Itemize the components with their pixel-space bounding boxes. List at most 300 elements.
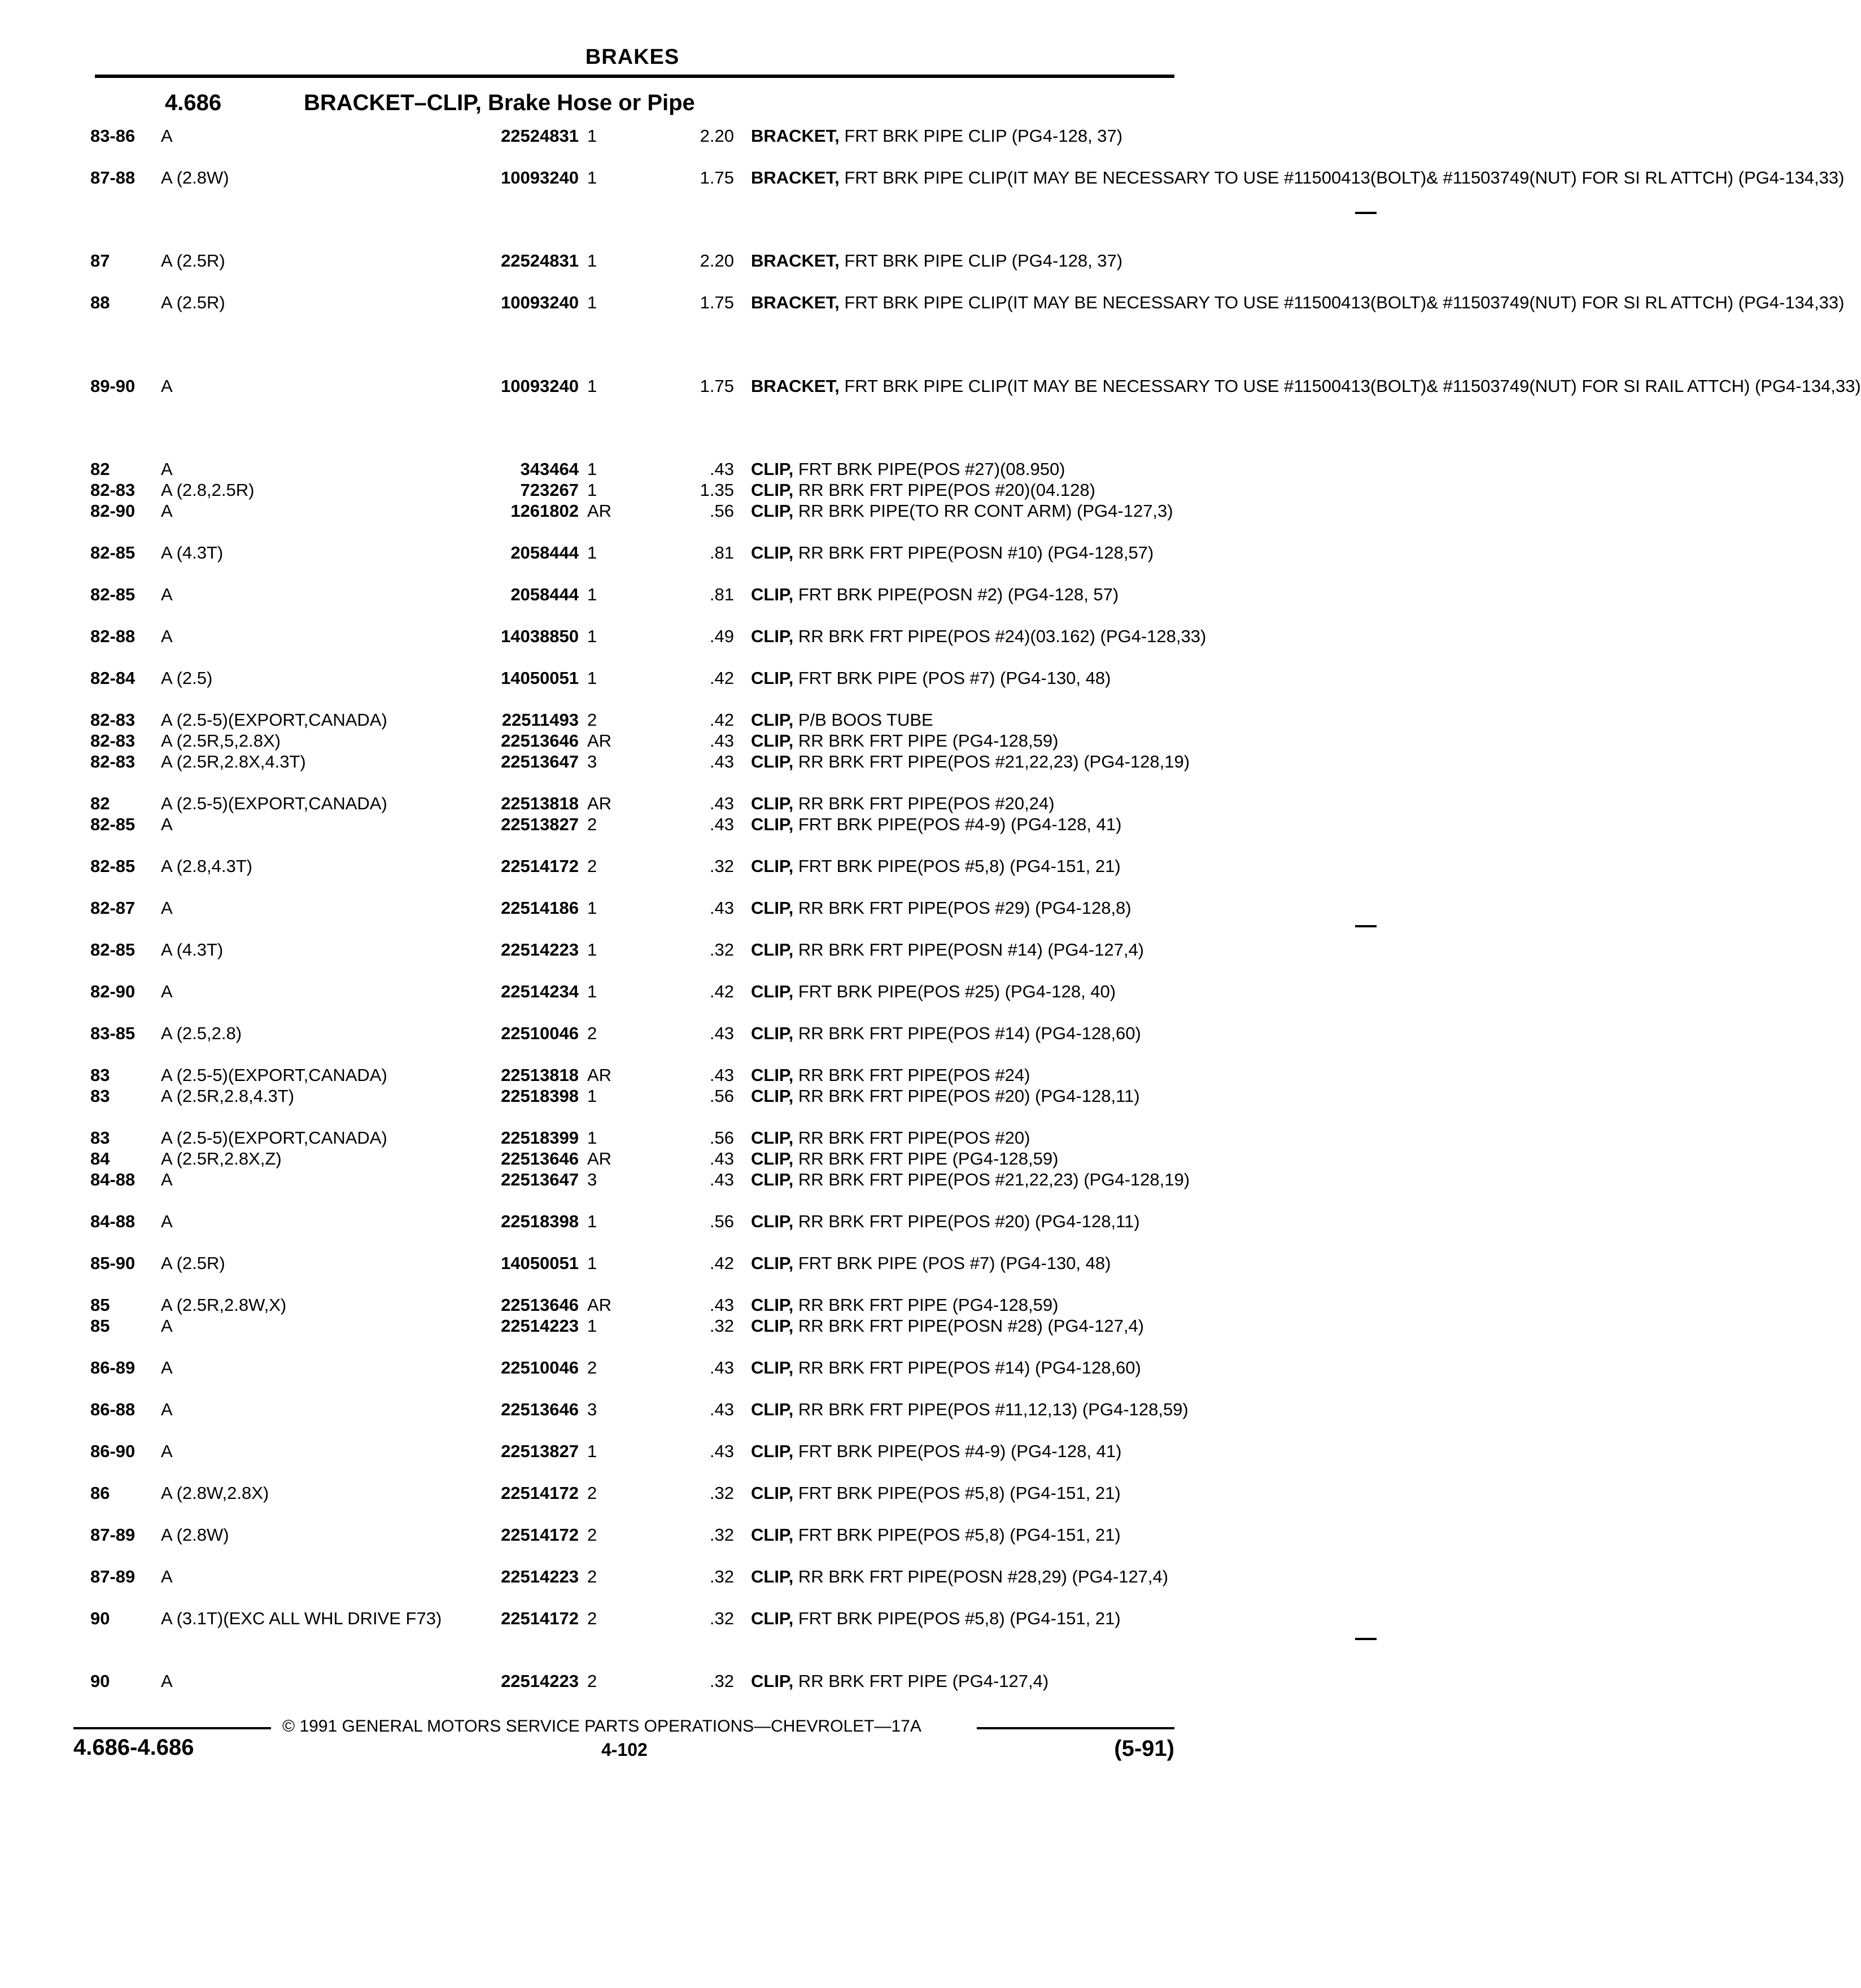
application-code: A (2.5R,2.8X,Z): [161, 1149, 282, 1169]
part-name: BRACKET,: [751, 251, 840, 271]
part-detail: FRT BRK PIPE(POS #5,8) (PG4-151, 21): [793, 1483, 1121, 1503]
part-detail: RR BRK FRT PIPE(POSN #10) (PG4-128,57): [793, 543, 1154, 563]
part-detail: RR BRK FRT PIPE(POSN #28,29) (PG4-127,4): [793, 1567, 1169, 1586]
price: .42: [709, 668, 734, 688]
part-name: CLIP,: [751, 731, 794, 751]
model-years: 86: [90, 1483, 110, 1503]
application-code: A (2.8W): [161, 168, 229, 188]
part-name: BRACKET,: [751, 293, 840, 312]
part-number: 22513646: [501, 1295, 579, 1315]
model-years: 83: [90, 1128, 110, 1148]
part-detail: RR BRK FRT PIPE (PG4-127,4): [793, 1671, 1049, 1691]
part-description: [751, 1315, 1169, 1336]
part-description: [751, 709, 1169, 730]
part-description: [751, 1169, 1190, 1190]
application-code: A: [161, 1567, 173, 1586]
price: .56: [709, 1086, 734, 1106]
footer-section-range: 4.686-4.686: [73, 1735, 194, 1760]
price: .43: [709, 752, 734, 771]
part-name: CLIP,: [751, 1128, 794, 1148]
quantity: 1: [587, 940, 597, 960]
application-code: A: [161, 126, 173, 146]
part-name: CLIP,: [751, 1483, 794, 1503]
footer-rule: [73, 1727, 271, 1729]
quantity: 2: [587, 1358, 597, 1377]
model-years: 82-88: [90, 626, 136, 646]
quantity: 1: [587, 1316, 597, 1336]
application-code: A (2.5R,5,2.8X): [161, 731, 281, 751]
price: .43: [709, 1023, 734, 1043]
quantity: 1: [587, 1211, 597, 1231]
quantity: 1: [587, 376, 597, 396]
model-years: 86-88: [90, 1400, 136, 1419]
part-description: [751, 1608, 1169, 1629]
model-years: 83: [90, 1086, 110, 1106]
quantity: AR: [587, 731, 612, 751]
quantity: 1: [587, 480, 597, 500]
price: .43: [709, 731, 734, 751]
part-description: [751, 730, 1169, 751]
application-code: A: [161, 898, 173, 918]
price: .43: [709, 1149, 734, 1169]
quantity: 1: [587, 251, 597, 271]
part-name: CLIP,: [751, 752, 794, 771]
part-number: 22513646: [501, 731, 579, 751]
quantity: 1: [587, 626, 597, 646]
price: 1.75: [700, 168, 734, 188]
part-name: CLIP,: [751, 1170, 794, 1189]
part-detail: FRT BRK PIPE CLIP (PG4-128, 37): [839, 126, 1123, 146]
part-name: CLIP,: [751, 982, 794, 1001]
part-description: [751, 856, 1169, 877]
part-description: [751, 626, 1207, 647]
quantity: 1: [587, 1441, 597, 1461]
model-years: 83-85: [90, 1023, 136, 1043]
application-code: A: [161, 1170, 173, 1189]
application-code: A (4.3T): [161, 543, 224, 563]
part-name: CLIP,: [751, 1086, 794, 1106]
part-name: CLIP,: [751, 1441, 794, 1461]
part-detail: RR BRK FRT PIPE(POS #11,12,13) (PG4-128,59): [793, 1400, 1189, 1419]
price: .56: [709, 1128, 734, 1148]
quantity: AR: [587, 1295, 612, 1315]
part-detail: FRT BRK PIPE(POS #25) (PG4-128, 40): [793, 982, 1116, 1001]
quantity: 3: [587, 1170, 597, 1189]
application-code: A: [161, 585, 173, 604]
part-detail: P/B BOOS TUBE: [793, 710, 933, 730]
part-name: CLIP,: [751, 1023, 794, 1043]
application-code: A (3.1T)(EXC ALL WHL DRIVE F73): [161, 1608, 442, 1628]
part-number: 22524831: [501, 126, 579, 146]
part-detail: FRT BRK PIPE(POS #4-9) (PG4-128, 41): [793, 814, 1122, 834]
price: .32: [709, 1316, 734, 1336]
part-number: 22514186: [501, 898, 579, 918]
part-number: 22514172: [501, 1483, 579, 1503]
part-number: 22514172: [501, 1525, 579, 1545]
quantity: 1: [587, 293, 597, 312]
price: .43: [709, 1170, 734, 1189]
part-description: [751, 250, 1169, 271]
part-detail: RR BRK FRT PIPE(POS #21,22,23) (PG4-128,19): [793, 1170, 1190, 1189]
model-years: 84-88: [90, 1170, 136, 1189]
part-detail: RR BRK FRT PIPE(POS #20) (PG4-128,11): [793, 1211, 1140, 1231]
part-number: 22514172: [501, 856, 579, 876]
footer-rule: [977, 1727, 1174, 1729]
part-name: CLIP,: [751, 710, 794, 730]
part-detail: RR BRK FRT PIPE (PG4-128,59): [793, 1295, 1059, 1315]
part-number: 22513647: [501, 752, 579, 771]
part-number: 22514223: [501, 1567, 579, 1586]
part-detail: RR BRK FRT PIPE (PG4-128,59): [793, 731, 1059, 751]
price: .43: [709, 1400, 734, 1419]
quantity: 1: [587, 585, 597, 604]
part-number: 22510046: [501, 1358, 579, 1377]
model-years: 85: [90, 1295, 110, 1315]
part-name: CLIP,: [751, 1400, 794, 1419]
part-detail: RR BRK FRT PIPE(POS #20) (PG4-128,11): [793, 1086, 1140, 1106]
model-years: 82-85: [90, 543, 136, 563]
part-name: CLIP,: [751, 626, 794, 646]
part-description: [751, 1065, 1169, 1085]
application-code: A (2.8W): [161, 1525, 229, 1545]
part-name: BRACKET,: [751, 168, 840, 188]
part-number: 22514172: [501, 1608, 579, 1628]
model-years: 85-90: [90, 1253, 136, 1273]
model-years: 83-86: [90, 126, 136, 146]
margin-mark: [1355, 212, 1377, 214]
application-code: A (2.5R): [161, 1253, 225, 1273]
quantity: 2: [587, 1023, 597, 1043]
quantity: 1: [587, 168, 597, 188]
part-name: CLIP,: [751, 1525, 794, 1545]
part-number: 22514223: [501, 1316, 579, 1336]
part-number: 22513827: [501, 1441, 579, 1461]
part-detail: RR BRK FRT PIPE(POS #29) (PG4-128,8): [793, 898, 1132, 918]
quantity: 1: [587, 668, 597, 688]
part-number: 10093240: [501, 376, 579, 396]
part-number: 22513646: [501, 1149, 579, 1169]
quantity: 1: [587, 898, 597, 918]
application-code: A: [161, 626, 173, 646]
application-code: A (2.5,2.8): [161, 1023, 242, 1043]
part-description: [751, 125, 1169, 146]
part-name: CLIP,: [751, 1567, 794, 1586]
application-code: A (2.8,2.5R): [161, 480, 255, 500]
model-years: 82: [90, 459, 110, 479]
part-name: CLIP,: [751, 668, 794, 688]
application-code: A (2.5R): [161, 293, 225, 312]
part-description: [751, 1357, 1169, 1378]
price: .32: [709, 1525, 734, 1545]
model-years: 82-83: [90, 752, 136, 771]
quantity: 1: [587, 1128, 597, 1148]
part-detail: RR BRK PIPE(TO RR CONT ARM) (PG4-127,3): [793, 501, 1173, 521]
application-code: A (2.5-5)(EXPORT,CANADA): [161, 1128, 387, 1148]
application-code: A: [161, 376, 173, 396]
model-years: 89-90: [90, 376, 136, 396]
model-years: 87-89: [90, 1567, 136, 1586]
part-number: 22513827: [501, 814, 579, 834]
quantity: 1: [587, 543, 597, 563]
quantity: 2: [587, 1483, 597, 1503]
section-number: 4.686: [165, 90, 222, 115]
application-code: A: [161, 459, 173, 479]
quantity: 3: [587, 1400, 597, 1419]
part-description: [751, 1211, 1169, 1232]
model-years: 82-83: [90, 710, 136, 730]
part-number: 1261802: [510, 501, 579, 521]
part-number: 10093240: [501, 293, 579, 312]
part-number: 22518398: [501, 1086, 579, 1106]
quantity: AR: [587, 1149, 612, 1169]
part-name: CLIP,: [751, 1295, 794, 1315]
part-name: CLIP,: [751, 1211, 794, 1231]
price: 1.75: [700, 376, 734, 396]
part-description: [751, 1253, 1169, 1274]
part-detail: RR BRK FRT PIPE(POS #14) (PG4-128,60): [793, 1358, 1141, 1377]
part-description: [751, 939, 1169, 960]
model-years: 85: [90, 1316, 110, 1336]
model-years: 87: [90, 251, 110, 271]
part-detail: FRT BRK PIPE CLIP(IT MAY BE NECESSARY TO USE #11500413(BOLT)& #11503749(NUT) FOR SI RL ATTCH) (PG4-134,33): [839, 168, 1845, 188]
footer-page-number: 4-102: [601, 1740, 648, 1760]
part-name: CLIP,: [751, 501, 794, 521]
part-detail: FRT BRK PIPE CLIP(IT MAY BE NECESSARY TO USE #11500413(BOLT)& #11503749(NUT) FOR SI RAIL ATTCH) (PG4-134,33): [839, 376, 1861, 396]
application-code: A: [161, 501, 173, 521]
part-name: CLIP,: [751, 1316, 794, 1336]
part-description: [751, 981, 1169, 1002]
part-name: CLIP,: [751, 1065, 794, 1085]
price: .43: [709, 459, 734, 479]
part-detail: FRT BRK PIPE CLIP(IT MAY BE NECESSARY TO USE #11500413(BOLT)& #11503749(NUT) FOR SI RL ATTCH) (PG4-134,33): [839, 293, 1845, 312]
model-years: 84: [90, 1149, 110, 1169]
part-description: [751, 167, 1845, 188]
model-years: 82-85: [90, 856, 136, 876]
model-years: 84-88: [90, 1211, 136, 1231]
model-years: 82-84: [90, 668, 136, 688]
section-title: BRACKET–CLIP, Brake Hose or Pipe: [304, 90, 695, 115]
price: .43: [709, 1441, 734, 1461]
part-detail: RR BRK FRT PIPE(POS #20,24): [793, 794, 1055, 813]
model-years: 82-90: [90, 501, 136, 521]
part-detail: RR BRK FRT PIPE(POS #21,22,23) (PG4-128,19): [793, 752, 1190, 771]
model-years: 83: [90, 1065, 110, 1085]
part-description: [751, 1023, 1169, 1044]
part-description: [751, 897, 1169, 918]
part-detail: RR BRK FRT PIPE(POS #20): [793, 1128, 1030, 1148]
part-name: CLIP,: [751, 794, 794, 813]
part-number: 22513647: [501, 1170, 579, 1189]
part-number: 22513818: [501, 1065, 579, 1085]
application-code: A (2.5-5)(EXPORT,CANADA): [161, 794, 387, 813]
price: .32: [709, 856, 734, 876]
part-name: CLIP,: [751, 1253, 794, 1273]
price: .43: [709, 1065, 734, 1085]
part-name: CLIP,: [751, 1608, 794, 1628]
part-name: CLIP,: [751, 940, 794, 960]
part-name: CLIP,: [751, 898, 794, 918]
part-number: 22524831: [501, 251, 579, 271]
part-detail: FRT BRK PIPE CLIP (PG4-128, 37): [839, 251, 1123, 271]
price: .43: [709, 814, 734, 834]
price: .81: [709, 585, 734, 604]
model-years: 87-89: [90, 1525, 136, 1545]
part-detail: RR BRK FRT PIPE (PG4-128,59): [793, 1149, 1059, 1169]
application-code: A: [161, 1316, 173, 1336]
price: .43: [709, 1358, 734, 1377]
quantity: AR: [587, 1065, 612, 1085]
part-number: 22518398: [501, 1211, 579, 1231]
application-code: A: [161, 1211, 173, 1231]
application-code: A (4.3T): [161, 940, 224, 960]
model-years: 82-85: [90, 814, 136, 834]
quantity: 1: [587, 1086, 597, 1106]
price: .42: [709, 710, 734, 730]
model-years: 90: [90, 1671, 110, 1691]
part-detail: RR BRK FRT PIPE(POS #20)(04.128): [793, 480, 1095, 500]
price: 2.20: [700, 251, 734, 271]
quantity: AR: [587, 501, 612, 521]
margin-mark: [1355, 925, 1377, 927]
part-number: 22514223: [501, 940, 579, 960]
price: .56: [709, 1211, 734, 1231]
part-detail: FRT BRK PIPE(POS #27)(08.950): [793, 459, 1065, 479]
model-years: 82-85: [90, 585, 136, 604]
part-detail: RR BRK FRT PIPE(POSN #28) (PG4-127,4): [793, 1316, 1144, 1336]
part-number: 22514223: [501, 1671, 579, 1691]
footer-date: (5-91): [1114, 1736, 1174, 1761]
part-detail: FRT BRK PIPE(POS #5,8) (PG4-151, 21): [793, 1608, 1121, 1628]
application-code: A (2.5R): [161, 251, 225, 271]
part-number: 343464: [520, 459, 579, 479]
part-number: 10093240: [501, 168, 579, 188]
model-years: 86-90: [90, 1441, 136, 1461]
quantity: 2: [587, 1608, 597, 1628]
model-years: 90: [90, 1608, 110, 1628]
part-detail: RR BRK FRT PIPE(POS #14) (PG4-128,60): [793, 1023, 1141, 1043]
part-name: BRACKET,: [751, 376, 840, 396]
part-description: [751, 292, 1845, 313]
model-years: 82: [90, 794, 110, 813]
application-code: A: [161, 1671, 173, 1691]
part-detail: FRT BRK PIPE(POS #5,8) (PG4-151, 21): [793, 1525, 1121, 1545]
part-detail: RR BRK FRT PIPE(POS #24): [793, 1065, 1030, 1085]
price: .43: [709, 794, 734, 813]
price: .81: [709, 543, 734, 563]
part-number: 2058444: [510, 543, 579, 563]
part-name: CLIP,: [751, 856, 794, 876]
part-description: [751, 793, 1169, 814]
price: .32: [709, 1483, 734, 1503]
application-code: A: [161, 814, 173, 834]
part-detail: FRT BRK PIPE (POS #7) (PG4-130, 48): [793, 668, 1111, 688]
part-name: CLIP,: [751, 1149, 794, 1169]
part-number: 22513818: [501, 794, 579, 813]
application-code: A (2.8W,2.8X): [161, 1483, 269, 1503]
quantity: 2: [587, 710, 597, 730]
model-years: 88: [90, 293, 110, 312]
footer-copyright: © 1991 GENERAL MOTORS SERVICE PARTS OPERATIONS—CHEVROLET—17A: [282, 1717, 921, 1736]
application-code: A: [161, 1358, 173, 1377]
quantity: 1: [587, 1253, 597, 1273]
margin-mark: [1355, 1638, 1377, 1640]
price: .42: [709, 982, 734, 1001]
quantity: 2: [587, 1525, 597, 1545]
part-description: [751, 376, 1861, 396]
part-name: BRACKET,: [751, 126, 840, 146]
part-number: 14050051: [501, 668, 579, 688]
model-years: 82-83: [90, 731, 136, 751]
part-description: [751, 1441, 1169, 1462]
part-description: [751, 1671, 1169, 1691]
part-description: [751, 814, 1169, 835]
part-description: [751, 1294, 1169, 1315]
part-description: [751, 1148, 1169, 1169]
quantity: 1: [587, 459, 597, 479]
model-years: 86-89: [90, 1358, 136, 1377]
part-detail: FRT BRK PIPE(POS #4-9) (PG4-128, 41): [793, 1441, 1122, 1461]
part-number: 2058444: [510, 585, 579, 604]
part-number: 22513646: [501, 1400, 579, 1419]
part-description: [751, 1483, 1169, 1503]
part-name: CLIP,: [751, 585, 794, 604]
application-code: A: [161, 1400, 173, 1419]
part-name: CLIP,: [751, 480, 794, 500]
part-number: 14050051: [501, 1253, 579, 1273]
part-name: CLIP,: [751, 459, 794, 479]
quantity: 1: [587, 982, 597, 1001]
part-description: [751, 584, 1169, 605]
part-number: 723267: [520, 480, 579, 500]
application-code: A: [161, 1441, 173, 1461]
application-code: A (2.5R,2.8W,X): [161, 1295, 287, 1315]
part-description: [751, 542, 1169, 563]
price: .42: [709, 1253, 734, 1273]
part-description: [751, 1524, 1169, 1545]
part-description: [751, 1399, 1189, 1420]
application-code: A: [161, 982, 173, 1001]
quantity: 2: [587, 1567, 597, 1586]
part-name: CLIP,: [751, 1671, 794, 1691]
quantity: AR: [587, 794, 612, 813]
price: 2.20: [700, 126, 734, 146]
model-years: 82-90: [90, 982, 136, 1001]
part-description: [751, 1085, 1169, 1106]
model-years: 82-87: [90, 898, 136, 918]
part-detail: RR BRK FRT PIPE(POSN #14) (PG4-127,4): [793, 940, 1144, 960]
price: .32: [709, 1608, 734, 1628]
model-years: 82-85: [90, 940, 136, 960]
part-detail: RR BRK FRT PIPE(POS #24)(03.162) (PG4-128,33): [793, 626, 1207, 646]
part-number: 22511493: [501, 710, 579, 730]
model-years: 87-88: [90, 168, 136, 188]
part-number: 22514234: [501, 982, 579, 1001]
part-description: [751, 500, 1173, 521]
page-header-title: BRAKES: [585, 45, 680, 69]
price: 1.75: [700, 293, 734, 312]
part-detail: FRT BRK PIPE (POS #7) (PG4-130, 48): [793, 1253, 1111, 1273]
price: .49: [709, 626, 734, 646]
application-code: A (2.5R,2.8X,4.3T): [161, 752, 306, 771]
application-code: A (2.5-5)(EXPORT,CANADA): [161, 1065, 387, 1085]
quantity: 3: [587, 752, 597, 771]
quantity: 2: [587, 856, 597, 876]
part-name: CLIP,: [751, 543, 794, 563]
application-code: A (2.8,4.3T): [161, 856, 252, 876]
part-description: [751, 668, 1169, 688]
part-detail: FRT BRK PIPE(POSN #2) (PG4-128, 57): [793, 585, 1119, 604]
part-name: CLIP,: [751, 1358, 794, 1377]
